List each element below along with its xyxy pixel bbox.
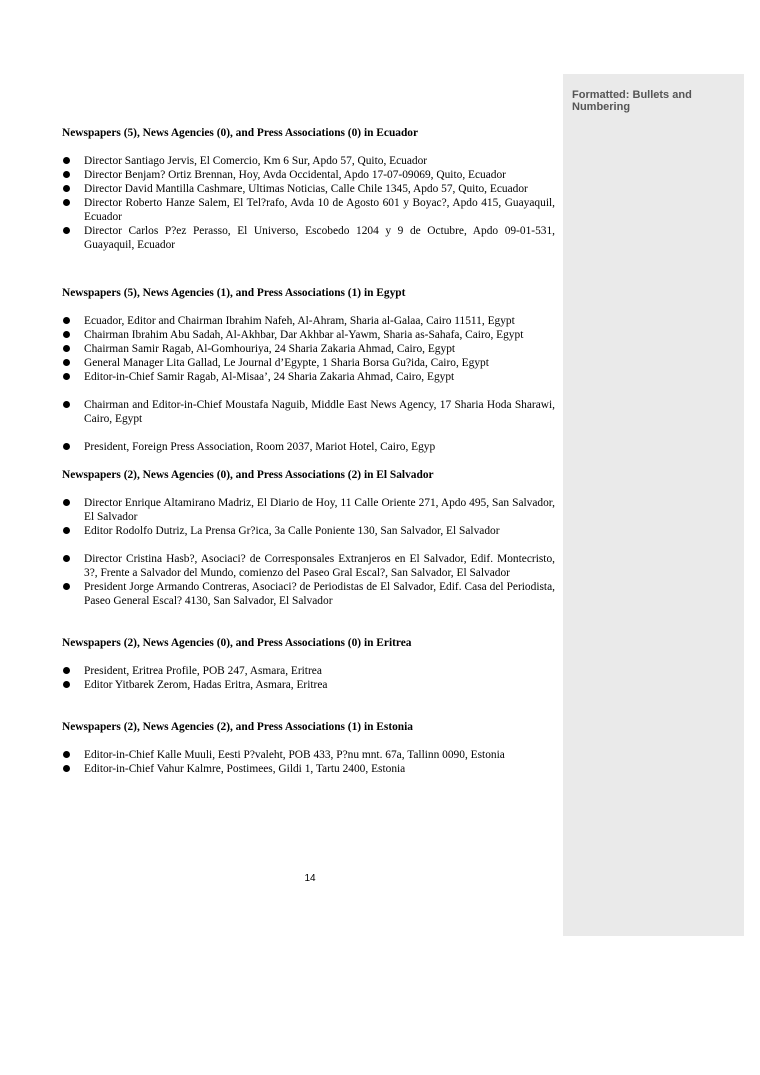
list-item: Chairman Samir Ragab, Al-Gomhouriya, 24 Sharia Zakaria Ahmad, Cairo, Egypt xyxy=(62,342,555,356)
entry-list-ecuador xyxy=(62,154,555,252)
page-number: 14 xyxy=(304,873,316,884)
section-heading-estonia: Newspapers (2), News Agencies (2), and Press Associations (1) in Estonia xyxy=(62,721,414,733)
list-item: General Manager Lita Gallad, Le Journal d’Egypte, 1 Sharia Borsa Gu?ida, Cairo, Egypt xyxy=(62,356,555,370)
document-body xyxy=(62,126,555,776)
entry-list-estonia xyxy=(62,748,555,776)
list-item: Editor-in-Chief Kalle Muuli, Eesti P?valeht, POB 433, P?nu mnt. 67a, Tallinn 0090, Estonia xyxy=(62,748,555,762)
list-item: Chairman Ibrahim Abu Sadah, Al-Akhbar, Dar Akhbar al-Yawm, Sharia as-Sahafa, Cairo, Egypt xyxy=(62,328,555,342)
list-item: Editor-in-Chief Vahur Kalmre, Postimees, Gildi 1, Tartu 2400, Estonia xyxy=(62,762,555,776)
list-item: Director Carlos P?ez Perasso, El Universo, Escobedo 1204 y 9 de Octubre, Apdo 09-01-531, Guayaquil, Ecuador xyxy=(62,224,555,252)
section-heading-ecuador: Newspapers (5), News Agencies (0), and Press Associations (0) in Ecuador xyxy=(62,127,419,139)
list-item: Chairman and Editor-in-Chief Moustafa Naguib, Middle East News Agency, 17 Sharia Hoda Sharawi, Cairo, Egypt xyxy=(62,398,555,426)
section-heading-egypt: Newspapers (5), News Agencies (1), and Press Associations (1) in Egypt xyxy=(62,287,406,299)
comment-pane xyxy=(563,74,744,936)
list-item: Editor Rodolfo Dutriz, La Prensa Gr?ica, 3a Calle Poniente 130, San Salvador, El Salvador xyxy=(62,524,555,538)
list-item: Ecuador, Editor and Chairman Ibrahim Nafeh, Al-Ahram, Sharia al-Galaa, Cairo 11511, Egypt xyxy=(62,314,555,328)
list-item: President, Eritrea Profile, POB 247, Asmara, Eritrea xyxy=(62,664,555,678)
list-item: Editor-in-Chief Samir Ragab, Al-Misaa’, 24 Sharia Zakaria Ahmad, Cairo, Egypt xyxy=(62,370,555,384)
entry-list-eritrea xyxy=(62,664,555,692)
list-item: Director Benjam? Ortiz Brennan, Hoy, Avda Occidental, Apdo 17-07-09069, Quito, Ecuador xyxy=(62,168,555,182)
list-item: Director David Mantilla Cashmare, Ultimas Noticias, Calle Chile 1345, Apdo 57, Quito, Ecuador xyxy=(62,182,555,196)
section-heading-el-salvador: Newspapers (2), News Agencies (0), and Press Associations (2) in El Salvador xyxy=(62,469,434,481)
list-item: Director Santiago Jervis, El Comercio, Km 6 Sur, Apdo 57, Quito, Ecuador xyxy=(62,154,555,168)
comment-pane-title: Formatted: Bullets and Numbering xyxy=(572,89,692,113)
list-item: Editor Yitbarek Zerom, Hadas Eritra, Asmara, Eritrea xyxy=(62,678,555,692)
section-heading-eritrea: Newspapers (2), News Agencies (0), and Press Associations (0) in Eritrea xyxy=(62,637,412,649)
list-item: Director Roberto Hanze Salem, El Tel?rafo, Avda 10 de Agosto 601 y Boyac?, Apdo 415, Guayaquil, Ecuador xyxy=(62,196,555,224)
list-item: President, Foreign Press Association, Room 2037, Mariot Hotel, Cairo, Egyp xyxy=(62,440,555,454)
list-item: President Jorge Armando Contreras, Asociaci? de Periodistas de El Salvador, Edif. Casa del Periodista, Paseo General Escal? 4130, San Salvador, El Salvador xyxy=(62,580,555,608)
list-item: Director Cristina Hasb?, Asociaci? de Corresponsales Extranjeros en El Salvador, Edif. Montecristo, 3?, Frente a Salvador del Mundo, comienzo del Paseo Gral Escal?, San Salvador, El Salvador xyxy=(62,552,555,580)
entry-list-egypt xyxy=(62,314,555,454)
list-item: Director Enrique Altamirano Madriz, El Diario de Hoy, 11 Calle Oriente 271, Apdo 495, San Salvador, El Salvador xyxy=(62,496,555,524)
entry-list-el-salvador xyxy=(62,496,555,608)
